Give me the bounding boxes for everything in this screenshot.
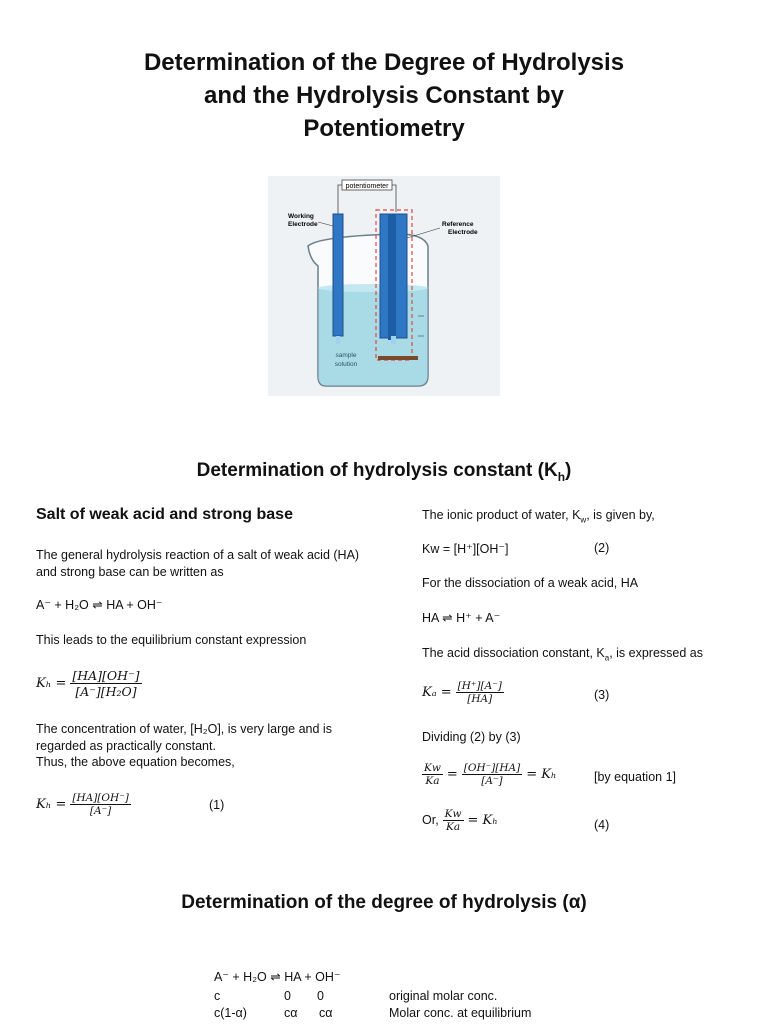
eq3-fraction [456,680,504,705]
title-line-2: and the Hydrolysis Constant by [203,82,565,109]
eq4-numerator: Kw [444,808,462,820]
working-electrode [333,214,343,336]
right-p3-text: The acid dissociation constant, K [422,646,605,660]
section-heading-hydrolysis-constant [0,460,768,484]
hydrolysis-reaction: A⁻ + H₂O ⇌ HA + OH⁻ [36,598,163,612]
kh-lhs: Kₕ = [36,676,67,691]
right-p3-sub: a [604,653,610,663]
left-p3-line2: regarded as practically constant. [36,738,216,753]
equation-3-number: (3) [594,688,610,702]
eq3-denominator: [HA] [467,693,493,705]
eq1-denominator: [A⁻] [89,805,112,817]
kh-fraction [70,668,141,699]
reference-junction [378,356,418,360]
left-paragraph-1 [36,547,386,580]
right-paragraph-3 [422,645,703,667]
equation-1 [36,792,131,817]
div-lhs-numerator: Kw [424,762,441,774]
div-equals: = [446,767,458,782]
right-paragraph-1 [422,507,655,529]
table-r2-b: cα [319,1006,333,1020]
eq1-numerator: [HA][OH⁻] [72,792,129,804]
section-heading-text: Determination of hydrolysis constant (K [196,460,558,481]
right-p1-end: , is given by, [586,508,655,522]
eq3-lhs: Kₐ = [422,685,452,700]
eq1-lhs: Kₕ = [36,797,67,812]
right-p3-end: , is expressed as [609,646,703,660]
potentiometry-apparatus-figure [268,176,500,396]
kh-denominator: [A⁻][H₂O] [75,684,137,699]
table-r1-b: 0 [317,989,324,1003]
right-paragraph-2: For the dissociation of a weak acid, HA [422,576,639,590]
section-heading-close: ) [565,460,572,481]
table-r1-note: original molar conc. [389,989,498,1003]
kh-numerator: [HA][OH⁻] [72,668,140,683]
table-r2-note: Molar conc. at equilibrium [389,1006,532,1020]
solution-label: solution [334,361,358,368]
title-line-3: Potentiometry [303,115,465,142]
dissociation-reaction: HA ⇌ H⁺ + A⁻ [422,611,501,625]
equation-2: Kw = [H⁺][OH⁻] [422,542,509,556]
right-paragraph-4: Dividing (2) by (3) [422,730,521,744]
division-note: [by equation 1] [594,770,677,784]
eq3-numerator: [H⁺][A⁻] [457,680,502,692]
division-equation [422,762,557,787]
working-electrode-tip [336,336,340,344]
subheading-salt: Salt of weak acid and strong base [36,506,293,523]
equation-4-number: (4) [594,818,610,832]
table-r2-a: cα [284,1006,298,1020]
div-rhs: = Kₕ [526,767,557,782]
table-r1-c: c [214,989,221,1003]
left-p3-line1: The concentration of water, [H₂O], is very large and is [36,722,332,736]
working-label: Working [288,213,314,220]
div-mid-denominator: [A⁻] [481,775,503,787]
eq4-or: Or, [422,813,439,828]
div-mid-fraction [462,762,522,787]
left-p1-line2: and strong base can be written as [36,564,224,579]
table-reaction: A⁻ + H₂O ⇌ HA + OH⁻ [214,970,341,984]
title-line-1: Determination of the Degree of Hydrolysis [143,49,625,76]
eq4-denominator: Ka [446,821,461,833]
equation-1-number: (1) [209,798,225,812]
table-r1-a: 0 [284,989,291,1003]
equation-4 [422,808,498,833]
sample-label: sample [335,352,357,359]
section-heading-degree-hydrolysis: Determination of the degree of hydrolysis (α) [181,892,587,913]
left-paragraph-3 [36,721,386,771]
potentiometer-label: potentiometer [345,183,389,190]
eq4-fraction [443,808,464,833]
equation-2-number: (2) [594,541,610,555]
table-r2-c: c(1-α) [214,1006,247,1020]
working-electrode-label: Electrode [288,221,318,228]
reference-electrode-label: Electrode [448,229,478,236]
div-lhs-fraction [422,762,443,787]
reference-inner-tube [388,214,396,340]
right-p1-sub: w [580,515,587,525]
right-p1-text: The ionic product of water, K [422,508,581,522]
div-mid-numerator: [OH⁻][HA] [463,762,521,774]
eq1-fraction [70,792,130,817]
left-p1-line1: The general hydrolysis reaction of a salt of weak acid (HA) [36,548,360,562]
left-paragraph-2: This leads to the equilibrium constant expression [36,633,307,647]
equation-3 [422,680,504,705]
left-p3-line3: Thus, the above equation becomes, [36,755,235,769]
section-heading-sub: h [557,469,566,484]
reference-label: Reference [442,221,474,228]
eq4-rhs: = Kₕ [467,813,498,828]
kh-expression [36,668,142,699]
page-title [0,46,768,145]
div-lhs-denominator: Ka [425,775,440,787]
reference-tip [391,336,396,344]
